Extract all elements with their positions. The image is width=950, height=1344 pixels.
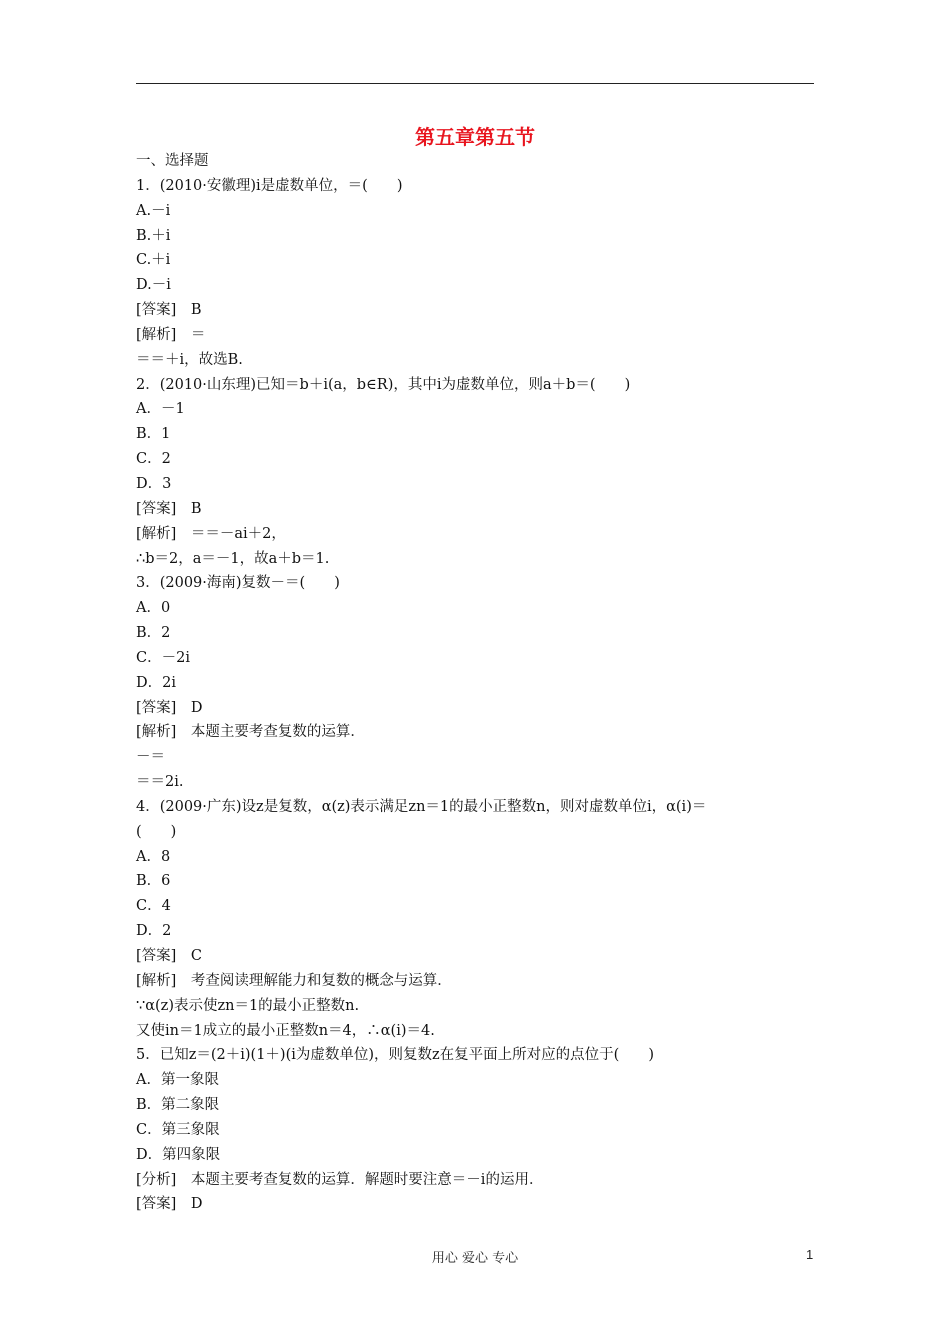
page-title: 第五章第五节 <box>415 125 535 149</box>
text-line: C.＋i <box>136 252 171 269</box>
text-line: C．第三象限 <box>136 1121 220 1138</box>
text-line: [解析] 考查阅读理解能力和复数的概念与运算． <box>136 972 452 989</box>
document-body <box>136 149 816 1217</box>
text-line: B．2 <box>136 625 171 642</box>
text-line: [答案] D <box>136 699 203 716</box>
text-line: D．第四象限 <box>136 1146 221 1163</box>
text-line: [解析] ＝＝－ai＋2， <box>136 525 286 542</box>
text-line: [分析] 本题主要考查复数的运算．解题时要注意＝－i的运用． <box>136 1171 544 1188</box>
text-line: 又使in＝1成立的最小正整数n＝4，∴α(i)＝4. <box>136 1022 435 1039</box>
text-line: 5．已知z＝(2＋i)(1＋)(i为虚数单位)，则复数z在复平面上所对应的点位于( ) <box>136 1047 654 1064</box>
text-line: A．0 <box>136 600 171 617</box>
text-line: [解析] 本题主要考查复数的运算． <box>136 724 365 741</box>
page-number: 1 <box>806 1247 814 1262</box>
text-line: [答案] B <box>136 500 202 517</box>
text-line: ＝＝2i. <box>136 774 184 791</box>
text-line: 1．(2010·安徽理)i是虚数单位，＝( ) <box>136 177 403 194</box>
page-footer: 用心 爱心 专心 <box>431 1251 519 1266</box>
text-line: [答案] C <box>136 948 202 964</box>
text-line: －＝ <box>136 749 165 766</box>
text-line: A．第一象限 <box>136 1072 219 1089</box>
text-line: D．3 <box>136 475 172 492</box>
text-line: [解析] ＝ <box>136 326 206 343</box>
text-line: 2．(2010·山东理)已知＝b＋i(a，b∈R)，其中i为虚数单位，则a＋b＝( ) <box>136 376 631 393</box>
text-line: [答案] B <box>136 302 202 319</box>
text-line: B．6 <box>136 873 171 890</box>
text-line: 3．(2009·海南)复数－＝( ) <box>136 575 340 592</box>
text-line: A．－1 <box>136 401 185 418</box>
text-line: D．2i <box>136 674 176 691</box>
text-line: 4．(2009·广东)设z是复数，α(z)表示满足zn＝1的最小正整数n，则对虚数单位i，α(i)＝ <box>136 798 707 815</box>
text-line: A．8 <box>136 848 171 865</box>
text-line: ＝＝＋i，故选B. <box>136 351 243 368</box>
text-line: ∴b＝2，a＝－1，故a＋b＝1. <box>136 550 330 567</box>
text-line: 一、选择题 <box>136 153 209 169</box>
text-line: A.－i <box>136 202 171 219</box>
header-rule <box>136 83 814 84</box>
text-line: B．1 <box>136 426 171 443</box>
text-line: C．－2i <box>136 649 190 666</box>
text-line: [答案] D <box>136 1196 203 1213</box>
text-line: ∵α(z)表示使zn＝1的最小正整数n. <box>136 997 360 1014</box>
text-line: C．4 <box>136 898 171 915</box>
text-line: D.－i <box>136 277 171 294</box>
text-line: B.＋i <box>136 227 171 244</box>
text-line: D．2 <box>136 923 172 940</box>
text-line: C．2 <box>136 451 171 468</box>
text-line: B．第二象限 <box>136 1097 220 1114</box>
text-line: ( ) <box>136 823 177 840</box>
